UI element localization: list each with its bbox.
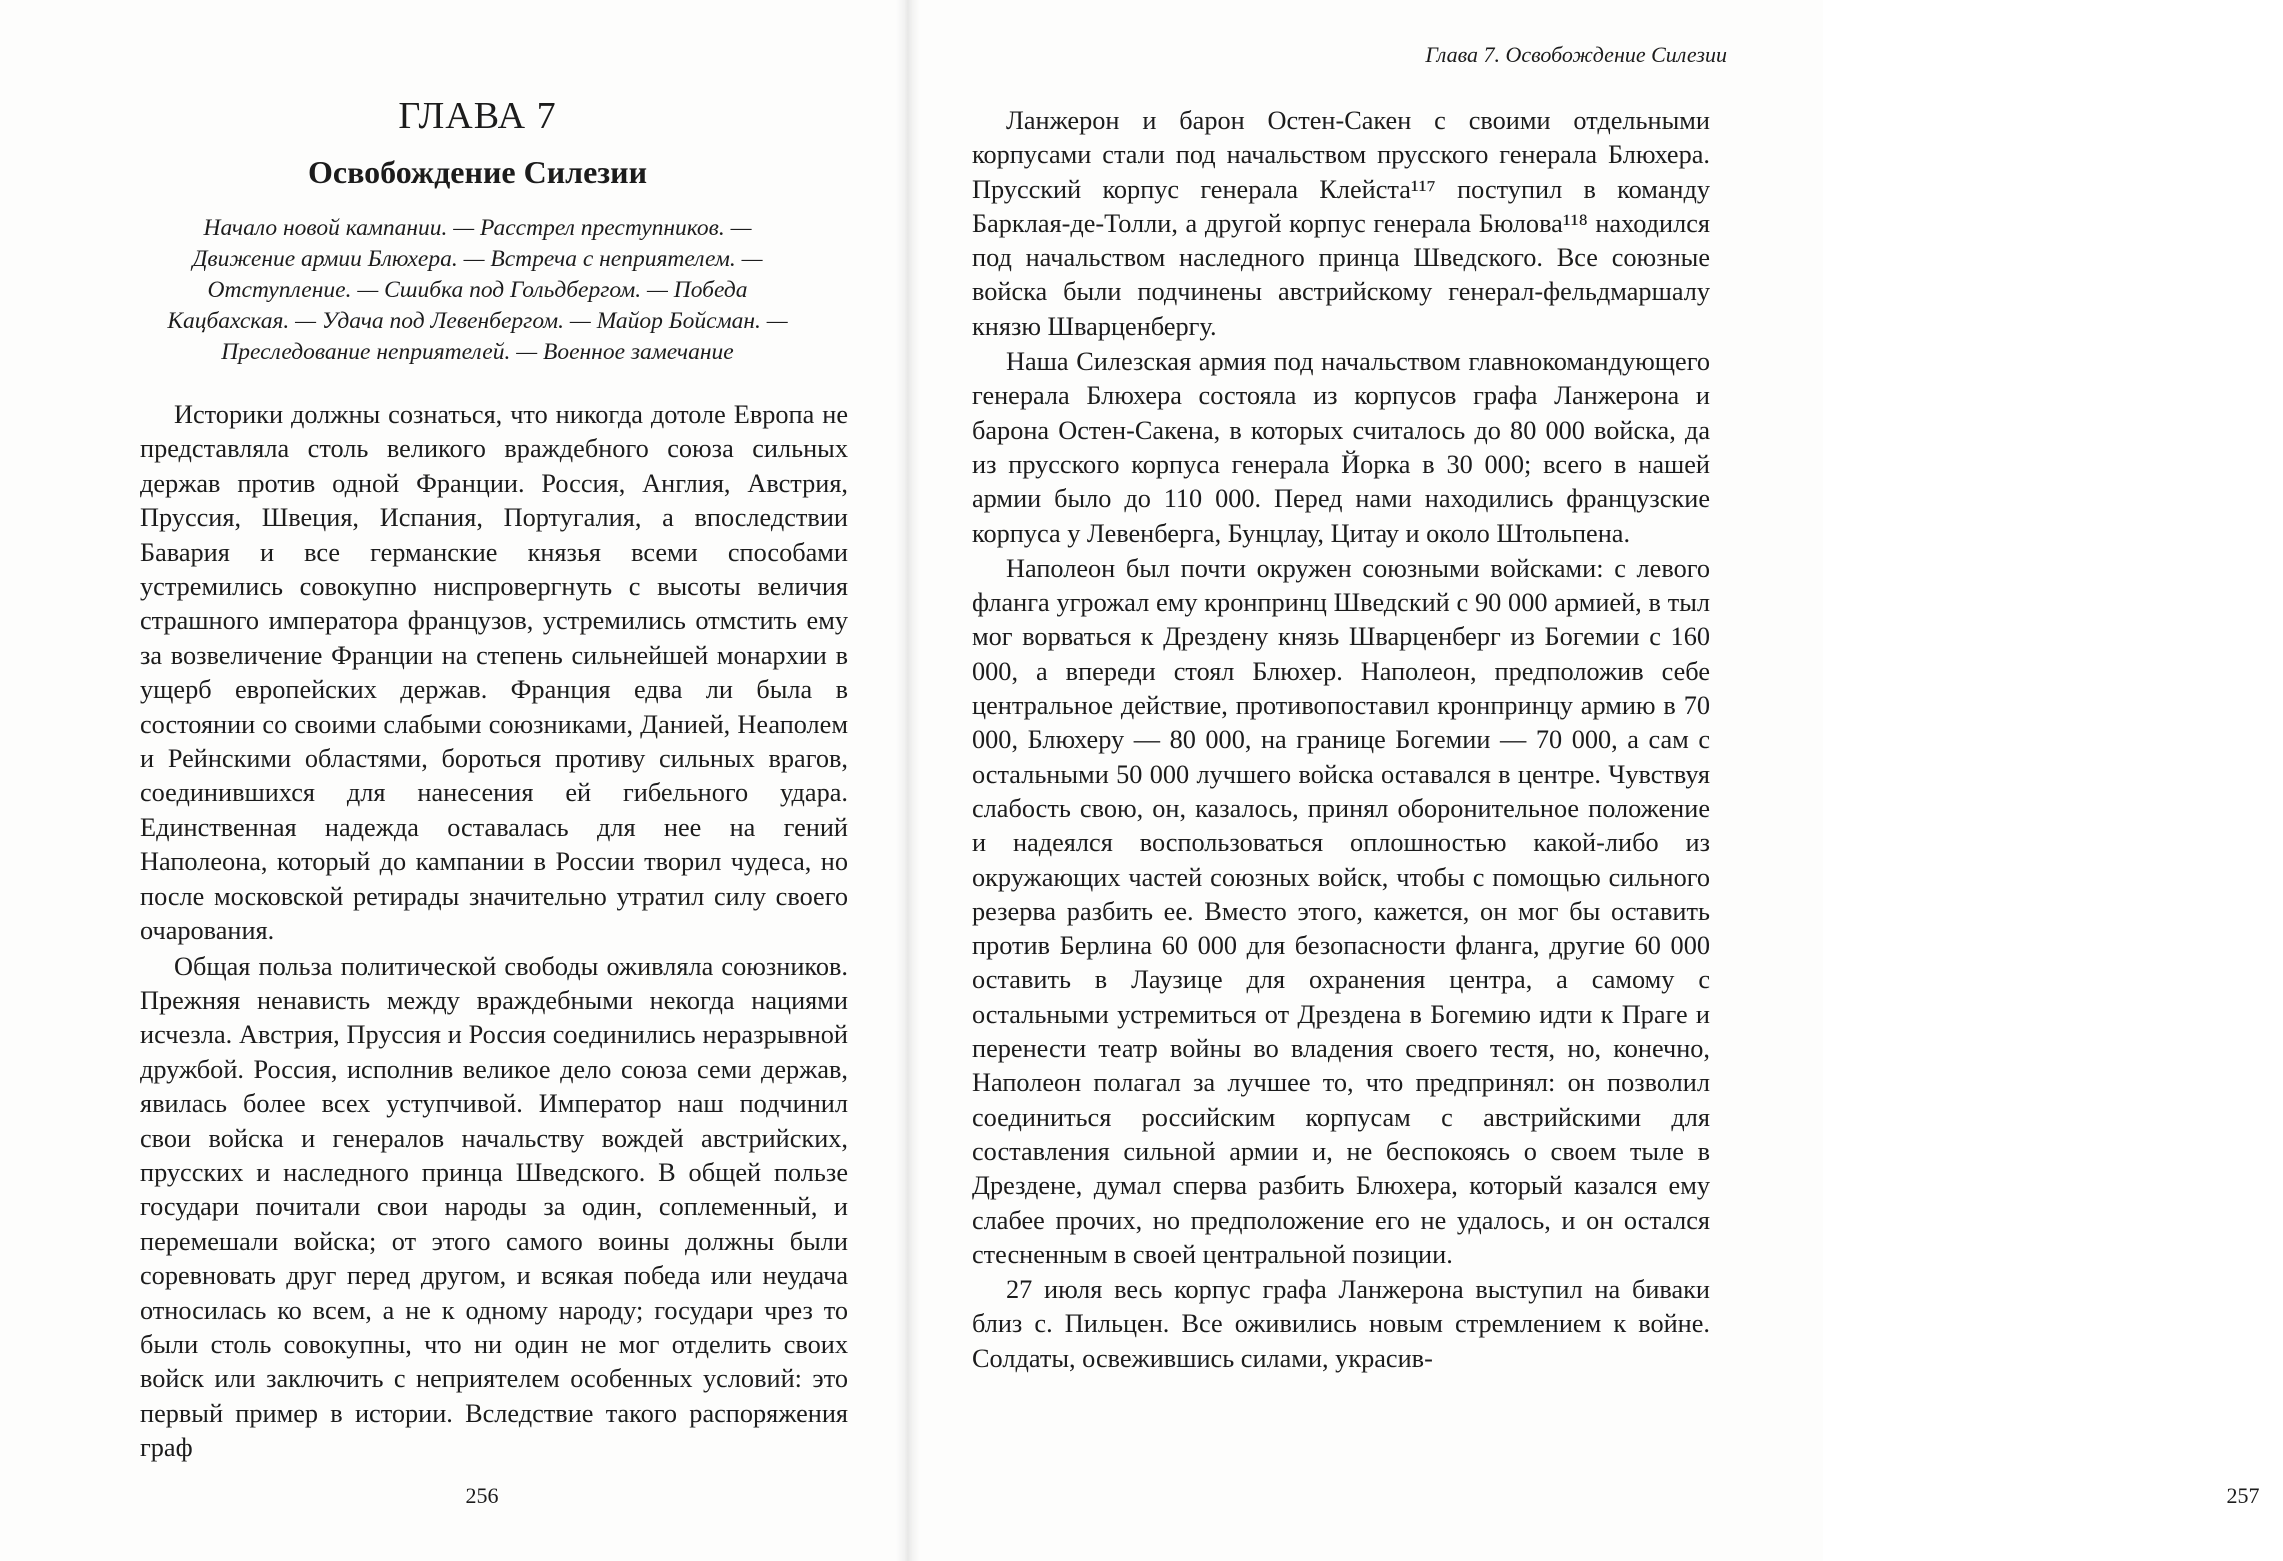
epigraph-line: Движение армии Блюхера. — Встреча с неприятелем. — bbox=[192, 246, 763, 272]
epigraph-line: Преследование неприятелей. — Военное замечание bbox=[221, 339, 734, 365]
page-number: 257 bbox=[2226, 1483, 2260, 1508]
paragraph: Ланжерон и барон Остен-Сакен с своими отдельными корпусами стали под начальством прусского генерала Блюхера. Прусский корпус генерала Клейста¹¹⁷ поступил в команду Барклая-де-Толли, а другой корпус генерала Бюлова¹¹⁸ находился под начальством наследного принца Шведского. Все союзные войска были подчинены австрийскому генерал-фельдмаршалу князю Шварценбергу. bbox=[972, 106, 1710, 341]
paragraph: Наша Силезская армия под начальством главнокомандующего генерала Блюхера состояла из корпусов графа Ланжерона и барона Остен-Сакена, в которых считалось до 80 000 войска, да из прусского корпуса генерала Йорка в 30 000; всего в нашей армии было до 110 000. Перед нами находились французские корпуса у Левенберга, Бунцлау, Цитау и около Штольпена. bbox=[972, 347, 1710, 548]
epigraph-line: Начало новой кампании. — Расстрел преступников. — bbox=[203, 215, 752, 241]
chapter-number: ГЛАВА 7 bbox=[398, 95, 557, 137]
chapter-title: Освобождение Силезии bbox=[307, 154, 648, 190]
epigraph-line: Отступление. — Сшибка под Гольдбергом. — Победа bbox=[207, 277, 748, 303]
paragraph: Общая польза политической свободы оживляла союзников. Прежняя ненависть между враждебными некогда нациями исчезла. Австрия, Пруссия и Россия соединились неразрывной дружбой. Россия, исполнив великое дело союза семи держав, явилась более всех уступчивой. Император наш подчинил свои войска и генералов начальству вождей австрийских, прусских и наследного принца Шведского. В общей пользе государи почитали свои народы за один, соплеменный, и перемешали войска; от этого самого воины должны были соревновать друг перед другом, и всякая победа или неудача относилась ко всем, а не к одному народу; государи чрез то были столь совокупны, что ни один не мог отделить своих войск или заключить с неприятелем особенных условий: это первый пример в истории. Вследствие такого распоряжения граф bbox=[140, 951, 848, 1463]
chapter-epigraph bbox=[135, 213, 820, 368]
left-page bbox=[0, 0, 905, 1561]
paragraph: 27 июля весь корпус графа Ланжерона выступил на биваки близ с. Пильцен. Все оживились новым стремлением к войне. Солдаты, освежившись силами, украсив- bbox=[972, 1275, 1710, 1373]
left-page-body bbox=[140, 398, 848, 1467]
right-page-body bbox=[972, 104, 1710, 1377]
paragraph: Историки должны сознаться, что никогда дотоле Европа не представляла столь великого враждебного союза сильных держав против одной Франции. Россия, Англия, Австрия, Пруссия, Швеция, Испания, Португалия, а впоследствии Бавария и все германские князья всеми способами устремились совокупно ниспровергнуть с высоты величия страшного императора французов, устремились отмстить ему за возвеличение Франции на степень сильнейшей монархии в ущерб европейских держав. Франция едва ли была в состоянии со своими слабыми союзниками, Данией, Неаполем и Рейнскими областями, бороться противу сильных врагов, соединившихся для нанесения ей гибельного удара. Единственная надежда оставалась для нее на гений Наполеона, который до кампании в России творил чудеса, но после московской ретирады значительно утратил силу своего очарования. bbox=[140, 400, 848, 946]
running-header: Глава 7. Освобождение Силезии bbox=[1425, 42, 1727, 67]
book-gutter bbox=[896, 0, 920, 1561]
page-number: 256 bbox=[465, 1483, 499, 1508]
paragraph: Наполеон был почти окружен союзными войсками: с левого фланга угрожал ему кронпринц Шведский с 90 000 армией, в тыл мог ворваться к Дрездену князь Шварценберг из Богемии с 160 000, а впереди стоял Блюхер. Наполеон, предположив себе центральное действие, противопоставил кронпринцу армию в 70 000, Блюхеру — 80 000, на границе Богемии — 70 000, а сам с остальными 50 000 лучшего войска оставался в центре. Чувствуя слабость свою, он, казалось, принял оборонительное положение и надеялся воспользоваться оплошностью какой-либо из окружающих частей союзных войск, чтобы с помощью сильного резерва разбить ее. Вместо этого, кажется, он мог бы оставить против Берлина 60 000 для безопасности фланга, другие 60 000 оставить в Лаузице для охранения центра, а самому с остальными устремиться от Дрездена в Богемию идти к Праге и перенести театр войны во владения своего тестя, но, конечно, Наполеон полагал за лучшее то, что предпринял: он позволил соединиться российским корпусам с австрийскими для составления сильной армии и, не беспокоясь о своем тыле в Дрездене, думал сперва разбить Блюхера, который казался ему слабее прочих, но предположение его не удалось, и он остался стесненным в своей центральной позиции. bbox=[972, 553, 1710, 1269]
epigraph-line: Кацбахская. — Удача под Левенбергом. — Майор Бойсман. — bbox=[167, 308, 788, 334]
